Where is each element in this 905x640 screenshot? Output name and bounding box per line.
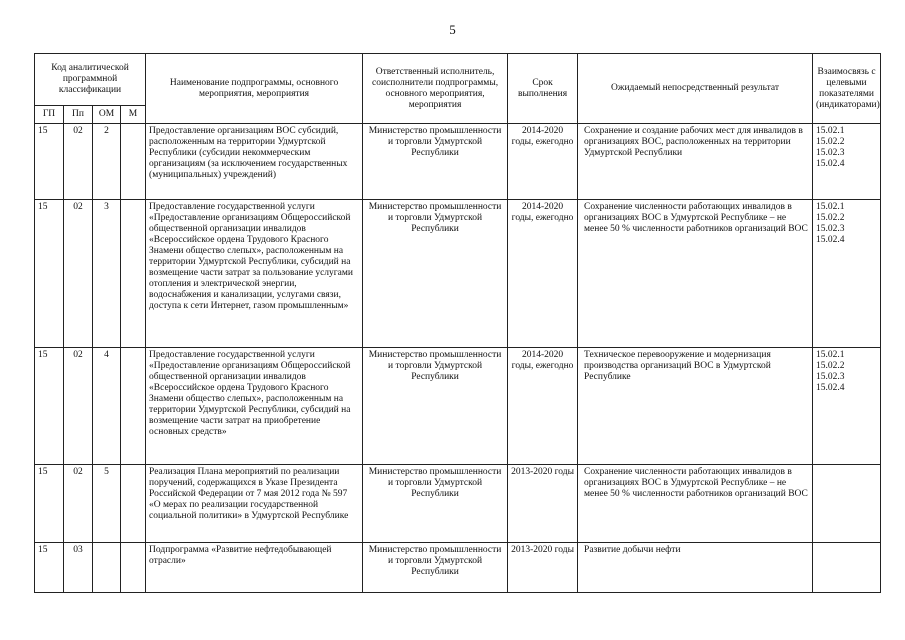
cell-gp: 15 bbox=[35, 124, 64, 200]
cell-pp: 02 bbox=[64, 124, 93, 200]
cell-name: Подпрограмма «Развитие нефтедобывающей отрасли» bbox=[146, 543, 363, 593]
header-m: М bbox=[121, 106, 146, 124]
cell-om bbox=[93, 543, 121, 593]
header-responsible: Ответственный исполнитель, соисполнители подпрограммы, основного мероприятия, мероприятия bbox=[363, 54, 508, 124]
cell-gp: 15 bbox=[35, 465, 64, 543]
program-table bbox=[34, 53, 881, 593]
indicator: 15.02.1 bbox=[816, 126, 845, 136]
cell-m bbox=[121, 348, 146, 465]
cell-responsible: Министерство промышленности и торговли Удмуртской Республики bbox=[363, 348, 508, 465]
cell-term: 2014-2020 годы, ежегодно bbox=[508, 124, 578, 200]
cell-gp: 15 bbox=[35, 200, 64, 348]
header-name: Наименование подпрограммы, основного мероприятия, мероприятия bbox=[146, 54, 363, 124]
indicator: 15.02.1 bbox=[816, 350, 845, 360]
table-row bbox=[35, 543, 881, 593]
header-result: Ожидаемый непосредственный результат bbox=[578, 54, 813, 124]
cell-term: 2014-2020 годы, ежегодно bbox=[508, 348, 578, 465]
header-om: ОМ bbox=[93, 106, 121, 124]
table-row bbox=[35, 465, 881, 543]
cell-term: 2013-2020 годы bbox=[508, 543, 578, 593]
indicator: 15.02.2 bbox=[816, 361, 845, 371]
cell-m bbox=[121, 543, 146, 593]
cell-indicators bbox=[813, 465, 881, 543]
cell-result: Сохранение численности работающих инвалидов в организациях ВОС в Удмуртской Республике – не менее 50 % численности работников организаций ВОС bbox=[578, 200, 813, 348]
indicator: 15.02.2 bbox=[816, 213, 845, 223]
cell-om: 4 bbox=[93, 348, 121, 465]
cell-result: Техническое перевооружение и модернизация производства организаций ВОС в Удмуртской Республике bbox=[578, 348, 813, 465]
header-code-group: Код аналитической программной классификации bbox=[35, 54, 146, 106]
cell-result: Сохранение и создание рабочих мест для инвалидов в организациях ВОС, расположенных на территории Удмуртской Республики bbox=[578, 124, 813, 200]
indicator: 15.02.3 bbox=[816, 148, 845, 158]
indicator: 15.02.3 bbox=[816, 224, 845, 234]
indicator: 15.02.4 bbox=[816, 235, 845, 245]
header-gp: ГП bbox=[35, 106, 64, 124]
cell-term: 2013-2020 годы bbox=[508, 465, 578, 543]
indicator: 15.02.1 bbox=[816, 202, 845, 212]
cell-indicators bbox=[813, 200, 881, 348]
header-term: Срок выполнения bbox=[508, 54, 578, 124]
cell-result: Развитие добычи нефти bbox=[578, 543, 813, 593]
cell-responsible: Министерство промышленности и торговли Удмуртской Республики bbox=[363, 465, 508, 543]
header-pp: Пп bbox=[64, 106, 93, 124]
cell-responsible: Министерство промышленности и торговли Удмуртской Республики bbox=[363, 543, 508, 593]
cell-indicators bbox=[813, 348, 881, 465]
indicator: 15.02.2 bbox=[816, 137, 845, 147]
table-row bbox=[35, 124, 881, 200]
cell-pp: 03 bbox=[64, 543, 93, 593]
cell-name: Предоставление государственной услуги «Предоставление организациям Общероссийской общественной организации инвалидов «Всероссийское ордена Трудового Красного Знамени общество слепых», расположенным на территории Удмуртской Республики, субсидий на возмещение части затрат за пользование услугами отопления и электрической энергии, водоснабжения и канализации, услугами связи, доступа к сети Интернет, газом промышленным» bbox=[146, 200, 363, 348]
cell-m bbox=[121, 200, 146, 348]
table-row bbox=[35, 348, 881, 465]
header-relation: Взаимосвязь с целевыми показателями (индикаторами) bbox=[813, 54, 881, 124]
cell-responsible: Министерство промышленности и торговли Удмуртской Республики bbox=[363, 200, 508, 348]
cell-indicators bbox=[813, 124, 881, 200]
cell-om: 5 bbox=[93, 465, 121, 543]
cell-name: Реализация Плана мероприятий по реализации поручений, содержащихся в Указе Президента Российской Федерации от 7 мая 2012 года № 597 «О мерах по реализации государственной социальной политики» в Удмуртской Республике bbox=[146, 465, 363, 543]
page-number: 5 bbox=[449, 22, 456, 37]
cell-indicators bbox=[813, 543, 881, 593]
cell-term: 2014-2020 годы, ежегодно bbox=[508, 200, 578, 348]
cell-pp: 02 bbox=[64, 348, 93, 465]
cell-responsible: Министерство промышленности и торговли Удмуртской Республики bbox=[363, 124, 508, 200]
cell-m bbox=[121, 465, 146, 543]
cell-om: 2 bbox=[93, 124, 121, 200]
cell-gp: 15 bbox=[35, 543, 64, 593]
table-row bbox=[35, 200, 881, 348]
cell-gp: 15 bbox=[35, 348, 64, 465]
cell-name: Предоставление организациям ВОС субсидий, расположенным на территории Удмуртской Республики (субсидии некоммерческим организациям (за исключением государственных (муниципальных) учреждений) bbox=[146, 124, 363, 200]
cell-pp: 02 bbox=[64, 200, 93, 348]
cell-result: Сохранение численности работающих инвалидов в организациях ВОС в Удмуртской Республике – не менее 50 % численности работников организаций ВОС bbox=[578, 465, 813, 543]
cell-om: 3 bbox=[93, 200, 121, 348]
indicator: 15.02.4 bbox=[816, 159, 845, 169]
cell-m bbox=[121, 124, 146, 200]
cell-pp: 02 bbox=[64, 465, 93, 543]
cell-name: Предоставление государственной услуги «Предоставление организациям Общероссийской общественной организации инвалидов «Всероссийское ордена Трудового Красного Знамени общество слепых», расположенным на территории Удмуртской Республики, субсидий на возмещение части затрат на приобретение основных средств» bbox=[146, 348, 363, 465]
indicator: 15.02.3 bbox=[816, 372, 845, 382]
indicator: 15.02.4 bbox=[816, 383, 845, 393]
